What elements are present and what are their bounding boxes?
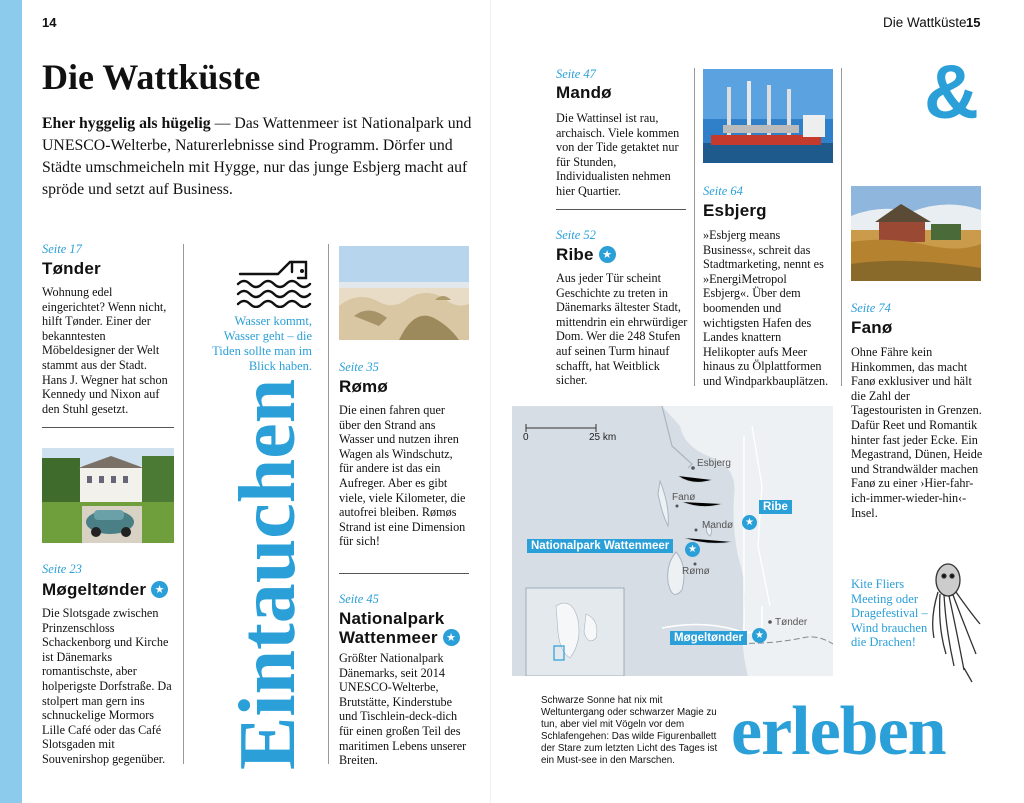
tide-note: Wasser kommt, Wasser geht – die Tiden sollte man im Blick haben. <box>212 314 312 373</box>
map-scale-distance: 25 km <box>589 432 617 443</box>
divider <box>339 573 469 574</box>
map-scale-zero: 0 <box>523 432 529 443</box>
page-number-right: 15 <box>966 15 981 30</box>
divider <box>556 209 686 210</box>
map-label-tonder: Tønder <box>775 617 808 628</box>
nationalpark-page-ref: Seite 45 <box>339 592 379 606</box>
map-marker-nationalpark[interactable] <box>685 539 700 557</box>
tonder-text: Wohnung edel eingerichtet? Wenn nicht, hilft Tønder. Einer der bekanntesten Möbeldesigner der Welt stammt aus der Stadt. Hans J. Wegner hat schon Kennedy und Nixon auf den Stuhl gesetzt. <box>42 285 168 416</box>
ribe-heading-row <box>556 245 616 265</box>
map-caption: Schwarze Sonne hat nix mit Weltuntergang oder schwarzer Magie zu tun, aber viel mit Vögeln vor dem Schlafengehen: Das wilde Figurenballett der Stare zum letzten Licht des Tages ist ein Must-see in den Marschen. <box>541 695 718 766</box>
tonder-page-ref: Seite 17 <box>42 242 82 256</box>
mando-heading: Mandø <box>556 83 612 102</box>
esbjerg-heading: Esbjerg <box>703 201 767 220</box>
fano-page-ref: Seite 74 <box>851 301 891 315</box>
ribe-page-ref: Seite 52 <box>556 228 596 242</box>
vertical-heading-eintauchen: Eintauchen <box>224 378 312 770</box>
decorative-word-erleben: erleben <box>731 693 946 770</box>
running-title: Die Wattküste <box>883 15 967 30</box>
esbjerg-page-ref: Seite 64 <box>703 184 743 198</box>
mogeltonder-text: Die Slotsgade zwischen Prinzenschloss Schackenborg und Kirche ist Dänemarks romantischste, aber holperigste Dorfstraße. Da stolpert man gern ins schnuckelige Mormors Lille Café oder das Café Slotsgaden mit Souvenirshop gegenüber. <box>42 606 172 766</box>
mogeltonder-page-ref: Seite 23 <box>42 562 82 576</box>
column-divider <box>841 68 842 386</box>
page-title: Die Wattküste <box>42 57 261 97</box>
column-divider <box>694 68 695 386</box>
nationalpark-heading-row <box>339 609 469 647</box>
esbjerg-text: »Esbjerg means Business«, schreit das Stadtmarketing, nennt es »EnergiMetropol Esbjerg«. Über dem boomenden und wichtigsten Hafen des Landes knattern Helikopter aufs Meer hinaus zu Ölplattformen und Windparkbauplätzen. <box>703 228 829 388</box>
nationalpark-heading: Nationalpark Wattenmeer <box>339 609 445 647</box>
map-label-romo: Rømø <box>682 566 710 577</box>
harbor-rig-photo <box>703 69 833 163</box>
kite-note: Kite Fliers Meeting oder Dragefestival – Wind brauchen die Drachen! <box>851 577 928 650</box>
castle-car-photo <box>42 448 174 543</box>
star-icon: ★ <box>685 542 700 557</box>
dunes-photo <box>339 246 469 340</box>
map-label-fano: Fanø <box>672 492 696 503</box>
page-edge-bar <box>0 0 22 803</box>
romo-page-ref: Seite 35 <box>339 360 379 374</box>
region-map <box>512 406 833 676</box>
star-icon: ★ <box>151 581 168 598</box>
map-label-esbjerg: Esbjerg <box>697 458 731 469</box>
column-divider <box>328 244 329 764</box>
waves-car-icon <box>236 258 312 308</box>
map-box-mogeltonder[interactable]: Møgeltønder <box>670 631 747 645</box>
mogeltonder-heading: Møgeltønder <box>42 580 147 599</box>
intro-lead: Eher hyggelig als hügelig <box>42 115 211 132</box>
mogeltonder-heading-row <box>42 580 168 600</box>
ampersand: & <box>924 50 979 135</box>
tonder-heading: Tønder <box>42 259 101 278</box>
page-number-left: 14 <box>42 15 57 30</box>
star-icon: ★ <box>443 629 460 646</box>
fano-text: Ohne Fähre kein Hinkommen, das macht Fanø exklusiver und hält die Zahl der Tagestouristen in Grenzen. Dafür Reet und Romantik hinter fast jeder Ecke. Ein Megastrand, Dünen, Heide und Strandwälder machen Fanø zu einer ›Hier-fahr-ich-immer-wieder-hin‹-Insel. <box>851 345 983 520</box>
romo-text: Die einen fahren quer über den Strand ans Wasser und nutzen ihren Wagen als Windschutz, für andere ist das ein Aufreger. Aber es gibt viele, viele Kilometer, die autofrei bleiben. Rømøs Strand ist eine Dimension für sich! <box>339 403 466 549</box>
mando-text: Die Wattinsel ist rau, archaisch. Viele kommen von der Tide getaktet nur für Stunden, Individualisten nehmen hier Quartier. <box>556 111 680 198</box>
fano-heading: Fanø <box>851 318 893 337</box>
intro-text: — Das Wattenmeer ist Nationalpark und UNESCO-Welterbe, Naturerlebnisse sind Programm. Dörfer und Städte umschmeicheln mit Hygge, nur das junge Esbjerg macht auf spröde und setzt auf Business. <box>42 115 472 198</box>
page-gutter <box>490 0 491 803</box>
thatched-house-photo <box>851 186 981 281</box>
map-box-nationalpark[interactable]: Nationalpark Wattenmeer <box>527 539 673 553</box>
divider <box>42 427 174 428</box>
romo-heading: Rømø <box>339 377 388 396</box>
map-label-mando: Mandø <box>702 520 734 531</box>
nationalpark-text: Größter Nationalpark Dänemarks, seit 2014 UNESCO-Welterbe, Brutstätte, Kinderstube und Tischlein-deck-dich für einen großen Teil des maritimen Lebens unserer Breiten. <box>339 651 467 768</box>
star-icon: ★ <box>742 515 757 530</box>
column-divider <box>183 244 184 764</box>
map-box-ribe[interactable]: Ribe <box>759 500 792 514</box>
mando-page-ref: Seite 47 <box>556 67 596 81</box>
ribe-text: Aus jeder Tür scheint Geschichte zu treten in Dänemarks ältester Stadt, mittendrin ein ehrwürdiger Dom. Wer die 248 Stufen auf seinen Turm hinauf schafft, hat Weitblick sicher. <box>556 271 688 388</box>
star-icon: ★ <box>599 246 616 263</box>
map-marker-ribe[interactable] <box>742 512 757 530</box>
star-icon: ★ <box>752 628 767 643</box>
intro-paragraph <box>42 113 482 201</box>
octopus-kite-icon <box>926 558 984 688</box>
map-marker-mogeltonder[interactable] <box>752 625 767 643</box>
ribe-heading: Ribe <box>556 245 594 264</box>
